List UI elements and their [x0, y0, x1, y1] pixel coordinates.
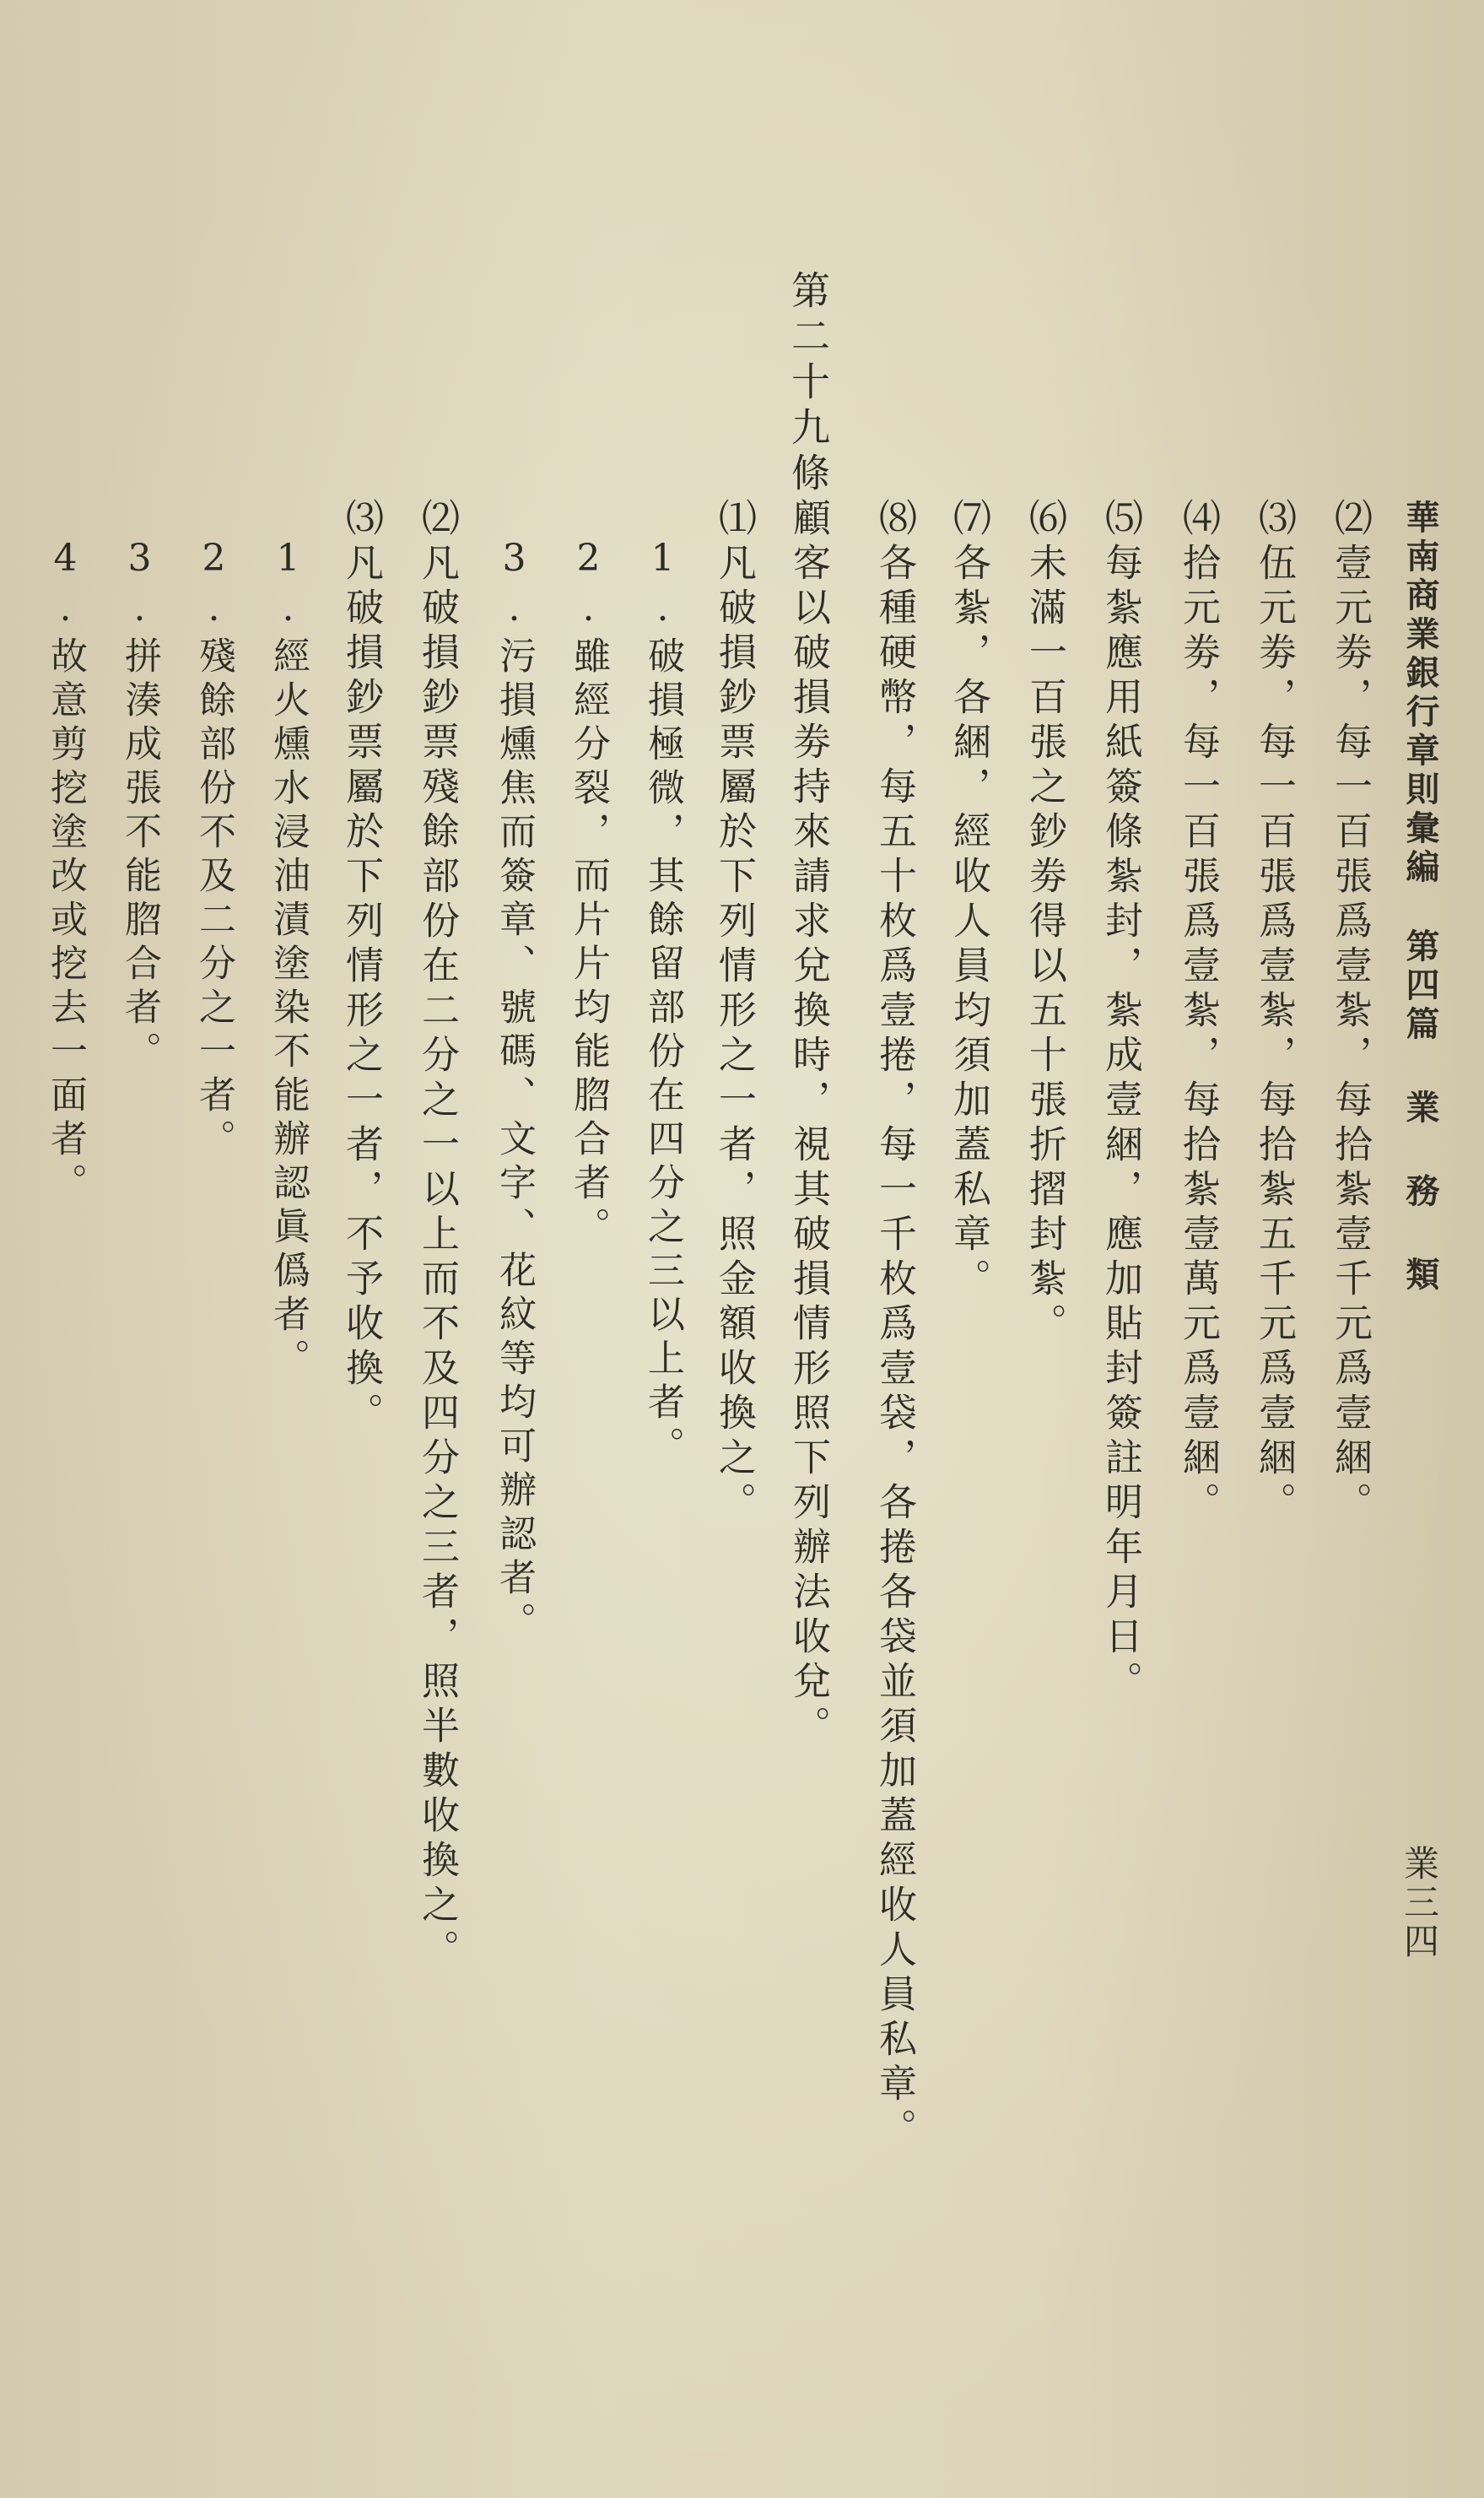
- list-item: ⑵壹元劵，每一百張爲壹紮，每拾紮壹千元爲壹綑。: [1328, 498, 1373, 1527]
- clause-3-sub-4: 4.故意剪挖塗改或挖去一面者。: [44, 537, 87, 1207]
- article-intro: 顧客以破損劵持來請求兌換時，視其破損情形照下列辦法收兌。: [786, 498, 831, 1750]
- section-title: 第四篇 業 務 類: [1400, 928, 1440, 1295]
- clause-1-sub-1: 1.破損極微，其餘留部份在四分之三以上者。: [641, 537, 684, 1470]
- article-label: 第二十九條: [785, 270, 831, 498]
- list-item: ⑶伍元劵，每一百張爲壹紮，每拾紮五千元爲壹綑。: [1252, 498, 1297, 1527]
- clause-1: ⑴凡破損鈔票屬於下列情形之一者，照金額收換之。: [712, 498, 757, 1527]
- clause-3-sub-2: 2.殘餘部份不及二分之一者。: [192, 537, 235, 1163]
- clause-1-sub-3: 3.污損燻焦而簽章、號碼、文字、花紋等均可辦認者。: [493, 537, 536, 1646]
- list-item: ⑸每紮應用紙簽條紮封，紮成壹綑，應加貼封簽註明年月日。: [1098, 498, 1143, 1706]
- list-item: ⑷拾元劵，每一百張爲壹紮，每拾紮壹萬元爲壹綑。: [1176, 498, 1221, 1527]
- running-header: [1400, 500, 1440, 1295]
- clause-2: ⑵凡破損鈔票殘餘部份在二分之一以上而不及四分之三者，照半數收換之。: [415, 498, 460, 1974]
- clause-3: ⑶凡破損鈔票屬於下列情形之一者，不予收換。: [339, 498, 384, 1437]
- clause-3-sub-3: 3.拼湊成張不能脗合者。: [118, 537, 161, 1075]
- page-number: 業三四: [1399, 1845, 1440, 1961]
- list-item: ⑹未滿一百張之鈔劵得以五十張折摺封紮。: [1023, 498, 1067, 1348]
- clause-1-sub-2: 2.雖經分裂，而片片均能脗合者。: [567, 537, 610, 1251]
- book-title: 華南商業銀行章則彙編: [1400, 500, 1440, 888]
- list-item: ⑻各種硬幣，每五十枚爲壹捲，每一千枚爲壹袋，各捲各袋並須加蓋經收人員私章。: [872, 498, 917, 2153]
- list-item: ⑺各紮，各綑，經收人員均須加蓋私章。: [947, 498, 991, 1303]
- clause-3-sub-1: 1.經火燻水浸油漬塗染不能辦認眞僞者。: [267, 537, 310, 1382]
